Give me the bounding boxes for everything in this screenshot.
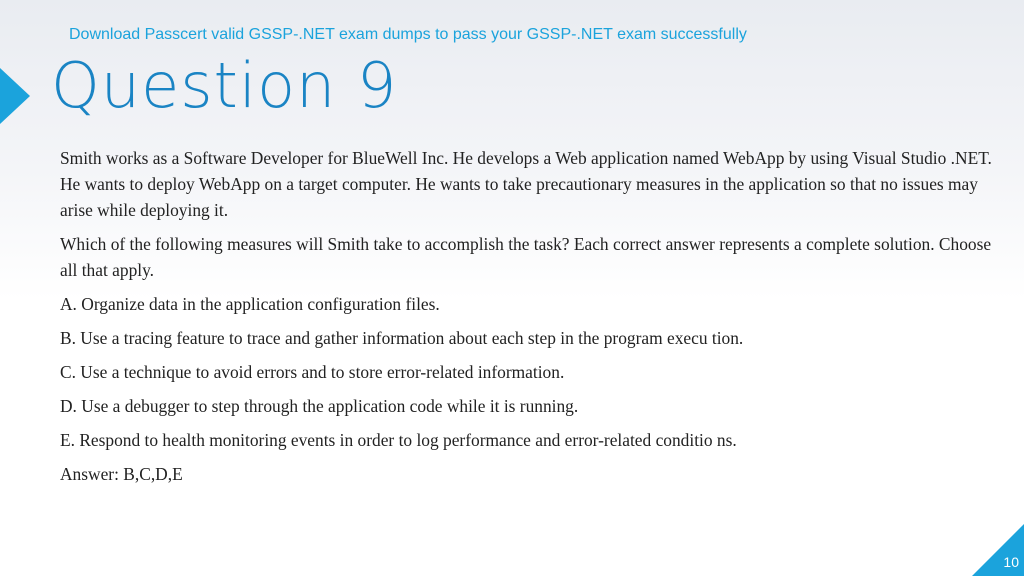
answer-line: Answer: B,C,D,E [60, 464, 183, 484]
option-d: D. Use a debugger to step through the application code while it is running. [60, 396, 579, 416]
question-body [60, 145, 1010, 495]
option-c: C. Use a technique to avoid errors and to store error-related information. [60, 362, 565, 382]
slide-title: Question 9 [51, 49, 398, 122]
page-number: 10 [1003, 554, 1019, 570]
download-banner: Download Passcert valid GSSP-.NET exam dumps to pass your GSSP-.NET exam successfully [69, 26, 747, 43]
question-prompt: Which of the following measures will Smith take to accomplish the task? Each correct answer represents a complete solution. Choose all that apply. [60, 234, 992, 280]
arrow-icon [0, 68, 30, 124]
option-e: E. Respond to health monitoring events in order to log performance and error-related conditio ns. [60, 430, 737, 450]
question-stem: Smith works as a Software Developer for BlueWell Inc. He develops a Web application named WebApp by using Visual Studio .NET. He wants to deploy WebApp on a target computer. He wants to take precautionary measures in the application so that no issues may arise while deploying it. [60, 148, 992, 220]
option-b: B. Use a tracing feature to trace and gather information about each step in the program execu tion. [60, 328, 744, 348]
option-a: A. Organize data in the application configuration files. [60, 294, 440, 314]
